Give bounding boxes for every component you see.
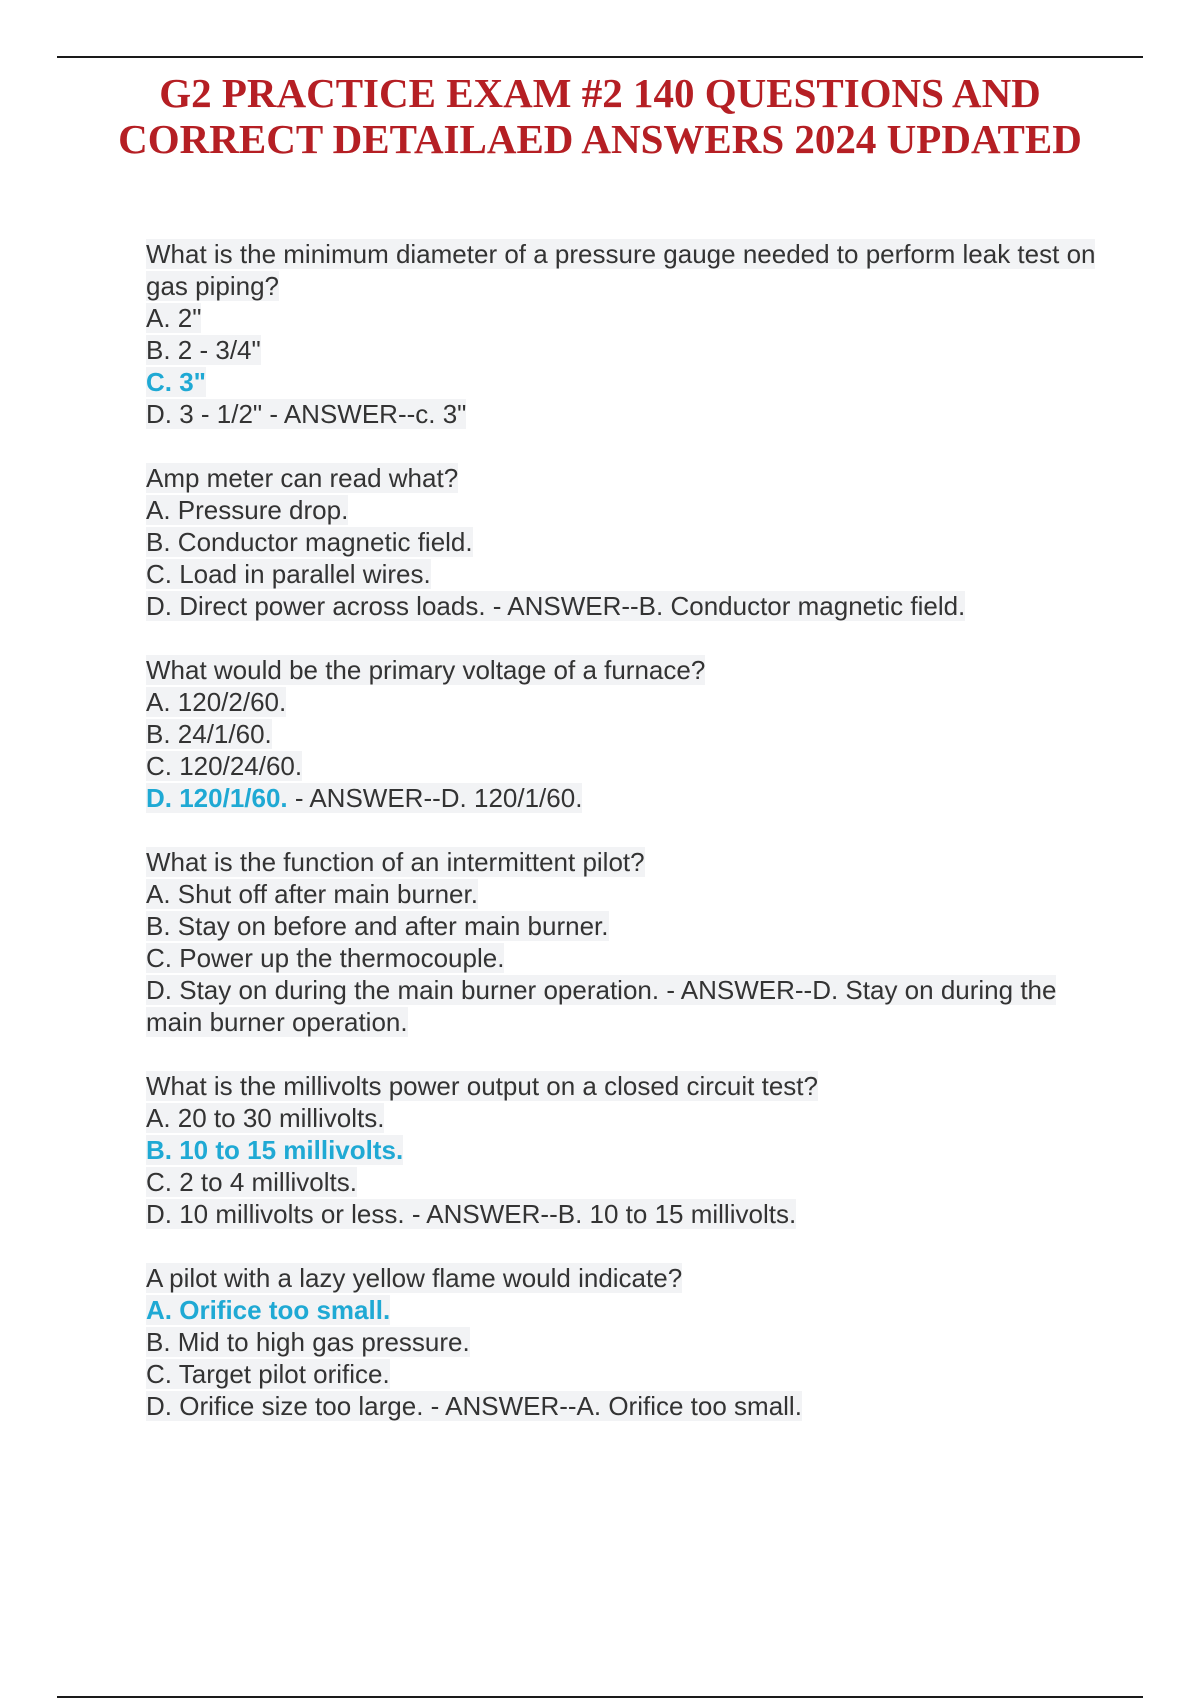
option-a: A. Pressure drop.: [146, 495, 349, 525]
bottom-rule: [57, 1696, 1143, 1698]
option-b: B. Stay on before and after main burner.: [146, 911, 609, 941]
top-rule: [57, 56, 1143, 58]
option-a: A. 120/2/60.: [146, 687, 287, 717]
option-b: B. 2 - 3/4": [146, 335, 261, 365]
answer-text: - ANSWER--B. Conductor magnetic field.: [485, 591, 966, 621]
question-text: A pilot with a lazy yellow flame would indicate?: [146, 1263, 683, 1293]
question-block-1: [146, 238, 1106, 430]
option-d: D. Stay on during the main burner operation.: [146, 975, 660, 1005]
option-a: A. 2": [146, 303, 202, 333]
answer-text: - ANSWER--D. Stay on during the main burner operation.: [146, 975, 1057, 1037]
option-d-correct: D. 120/1/60.: [146, 783, 288, 813]
option-c: C. Load in parallel wires.: [146, 559, 431, 589]
answer-text: - ANSWER--c. 3": [262, 399, 467, 429]
document-title: G2 PRACTICE EXAM #2 140 QUESTIONS AND CORRECT DETAILAED ANSWERS 2024 UPDATED: [118, 70, 1082, 162]
option-c: C. 2 to 4 millivolts.: [146, 1167, 357, 1197]
option-a-correct: A. Orifice too small.: [146, 1295, 391, 1325]
question-text: What is the function of an intermittent pilot?: [146, 847, 645, 877]
question-block-2: [146, 462, 1106, 622]
option-d-with-answer: [146, 1390, 1106, 1422]
option-a: A. Shut off after main burner.: [146, 879, 478, 909]
option-d: D. Orifice size too large.: [146, 1391, 424, 1421]
question-block-5: [146, 1070, 1106, 1230]
question-text: What is the millivolts power output on a closed circuit test?: [146, 1071, 818, 1101]
question-block-6: [146, 1262, 1106, 1422]
option-a: A. 20 to 30 millivolts.: [146, 1103, 385, 1133]
option-c-correct: C. 3": [146, 367, 207, 397]
option-d: D. Direct power across loads.: [146, 591, 486, 621]
option-b: B. Mid to high gas pressure.: [146, 1327, 470, 1357]
question-block-4: [146, 846, 1106, 1038]
answer-text: - ANSWER--B. 10 to 15 millivolts.: [404, 1199, 797, 1229]
question-list: [146, 238, 1106, 1454]
option-d-with-answer: [146, 1198, 1106, 1230]
option-d-with-answer: [146, 398, 1106, 430]
answer-text: - ANSWER--D. 120/1/60.: [287, 783, 583, 813]
question-text: What is the minimum diameter of a pressure gauge needed to perform leak test on gas piping?: [146, 239, 1096, 301]
option-d-with-answer: [146, 782, 1106, 814]
option-d: D. 3 - 1/2": [146, 399, 263, 429]
question-block-3: [146, 654, 1106, 814]
option-c: C. 120/24/60.: [146, 751, 303, 781]
option-b: B. 24/1/60.: [146, 719, 272, 749]
option-b-correct: B. 10 to 15 millivolts.: [146, 1135, 404, 1165]
option-b: B. Conductor magnetic field.: [146, 527, 473, 557]
option-d-with-answer: [146, 590, 1106, 622]
question-text: What would be the primary voltage of a furnace?: [146, 655, 706, 685]
option-c: C. Power up the thermocouple.: [146, 943, 505, 973]
option-d-with-answer: [146, 974, 1106, 1038]
answer-text: - ANSWER--A. Orifice too small.: [423, 1391, 802, 1421]
option-d: D. 10 millivolts or less.: [146, 1199, 405, 1229]
question-text: Amp meter can read what?: [146, 463, 459, 493]
option-c: C. Target pilot orifice.: [146, 1359, 390, 1389]
